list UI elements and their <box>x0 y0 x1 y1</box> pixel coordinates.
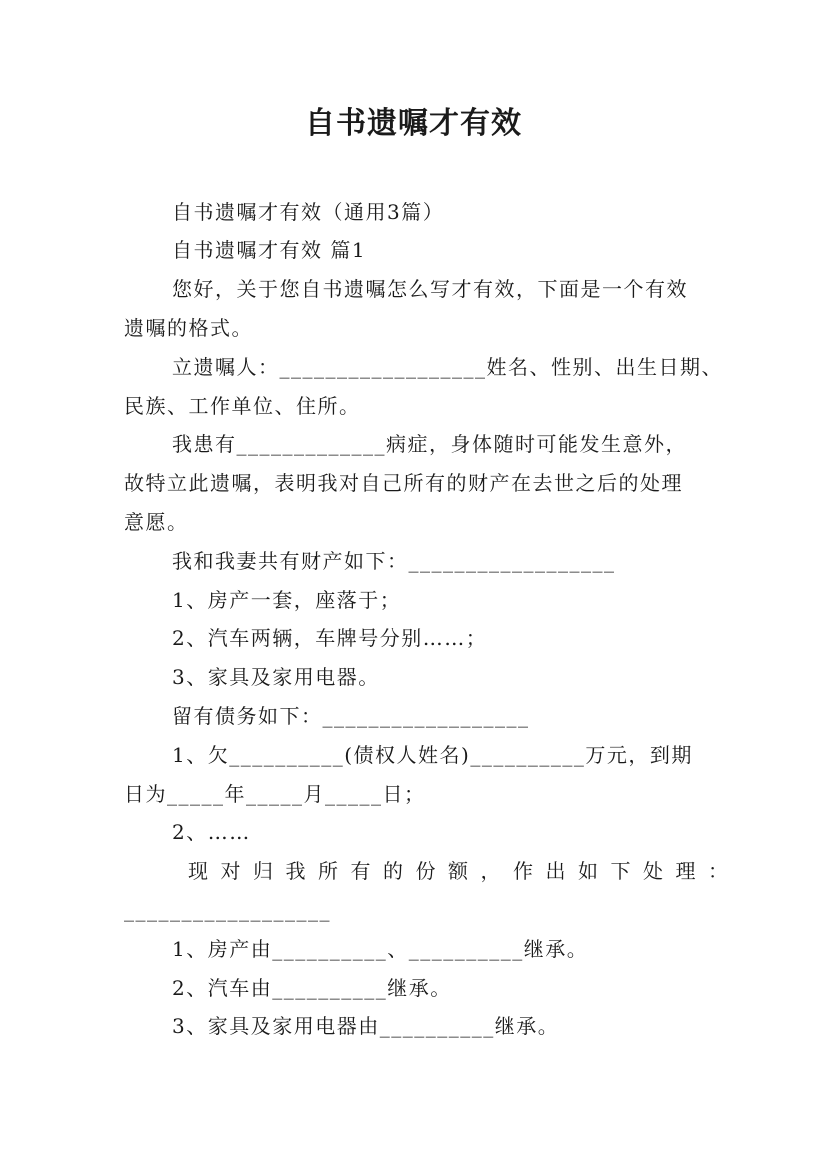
paragraph-line: 我和我妻共有财产如下：__________________ <box>172 549 616 573</box>
list-item: 3、家具及家用电器由__________继承。 <box>172 1014 560 1038</box>
list-item: 1、房产一套，座落于； <box>172 588 402 612</box>
paragraph-line: 留有债务如下：__________________ <box>172 704 530 728</box>
paragraph-line: 立遗嘱人：__________________姓名、性别、出生日期、 <box>172 355 723 379</box>
list-item: 2、汽车两辆，车牌号分别……； <box>172 626 488 650</box>
paragraph-line: 我患有_____________病症，身体随时可能发生意外， <box>172 432 687 456</box>
list-item: 2、…… <box>172 820 251 844</box>
paragraph-line: 故特立此遗嘱，表明我对自己所有的财产在去世之后的处理 <box>124 471 683 495</box>
paragraph-line: 意愿。 <box>124 510 189 534</box>
list-item: 3、家具及家用电器。 <box>172 665 380 689</box>
blank-line: __________________ <box>124 898 331 922</box>
list-item: 1、欠__________(债权人姓名)__________万元，到期 <box>172 743 693 767</box>
paragraph-line: 遗嘱的格式。 <box>124 316 253 340</box>
subtitle-line: 自书遗嘱才有效（通用3篇） <box>172 200 445 224</box>
document-title: 自书遗嘱才有效 <box>305 106 522 141</box>
paragraph-line: 现对归我所有的份额，作出如下处理： <box>188 859 741 883</box>
paragraph-line: 您好，关于您自书遗嘱怎么写才有效，下面是一个有效 <box>172 277 688 301</box>
paragraph-line: 民族、工作单位、住所。 <box>124 394 361 418</box>
section-heading: 自书遗嘱才有效 篇1 <box>172 238 367 262</box>
paragraph-line: 日为_____年_____月_____日； <box>124 782 426 806</box>
list-item: 1、房产由__________、__________继承。 <box>172 937 589 961</box>
list-item: 2、汽车由__________继承。 <box>172 976 452 1000</box>
